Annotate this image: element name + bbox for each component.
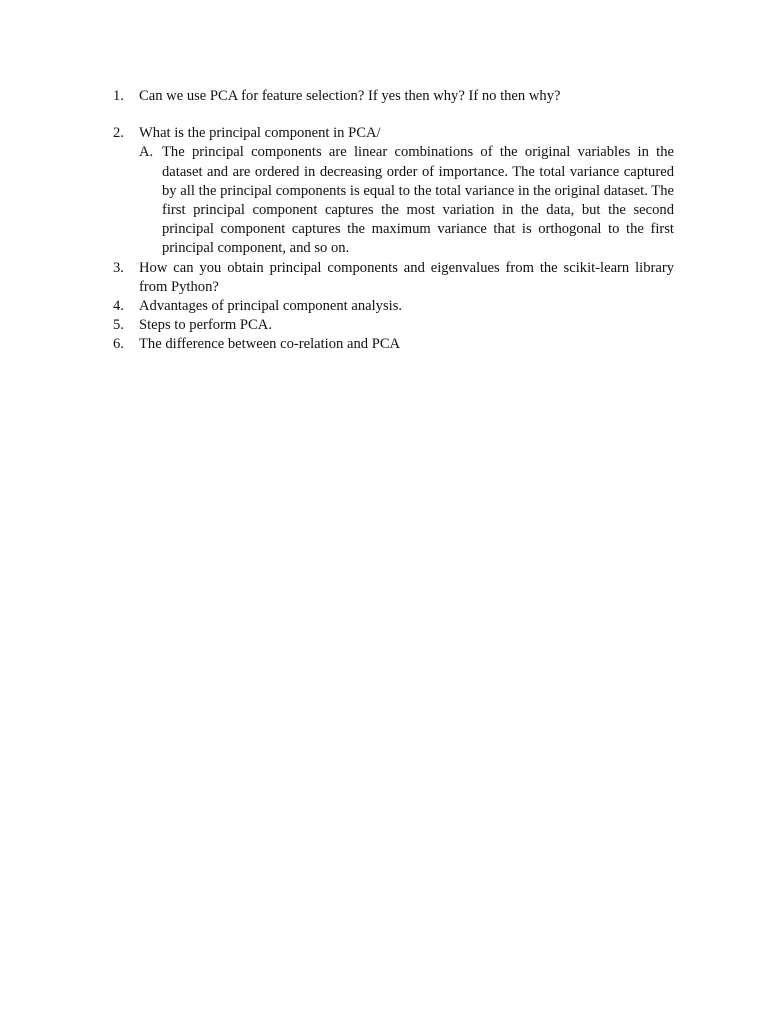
paragraph-gap <box>113 106 674 124</box>
list-number: 4. <box>113 298 124 315</box>
list-number: 1. <box>113 88 124 104</box>
list-item-2 <box>113 124 674 258</box>
list-number: 5. <box>113 317 124 334</box>
list-number: 6. <box>113 336 124 353</box>
answer-item <box>139 143 674 258</box>
list-item-6 <box>113 335 674 354</box>
list-number: 2. <box>113 125 124 142</box>
question-text: The difference between co-relation and PCA <box>139 336 401 353</box>
list-item-3 <box>113 259 674 297</box>
question-text: Advantages of principal component analysis. <box>139 298 403 315</box>
list-item-5 <box>113 316 674 335</box>
question-text: Can we use PCA for feature selection? If yes then why? If no then why? <box>139 88 561 104</box>
list-number: 3. <box>113 259 124 276</box>
question-text: Steps to perform PCA. <box>139 317 272 334</box>
list-item-1 <box>113 87 674 106</box>
question-text: How can you obtain principal components and eigenvalues from the scikit-learn library from Python? <box>139 259 674 295</box>
list-item-4 <box>113 297 674 316</box>
question-text: What is the principal component in PCA/ <box>139 125 381 142</box>
question-list <box>113 87 674 355</box>
answer-text: The principal components are linear combinations of the original variables in the dataset and are ordered in decreasing order of importance. The total variance captured by all the principal components is equal to the total variance in the original dataset. The first principal component captures the most variation in the data, but the second principal component captures the maximum variance that is orthogonal to the first principal component, and so on. <box>162 144 674 257</box>
answer-label: A. <box>139 144 154 161</box>
